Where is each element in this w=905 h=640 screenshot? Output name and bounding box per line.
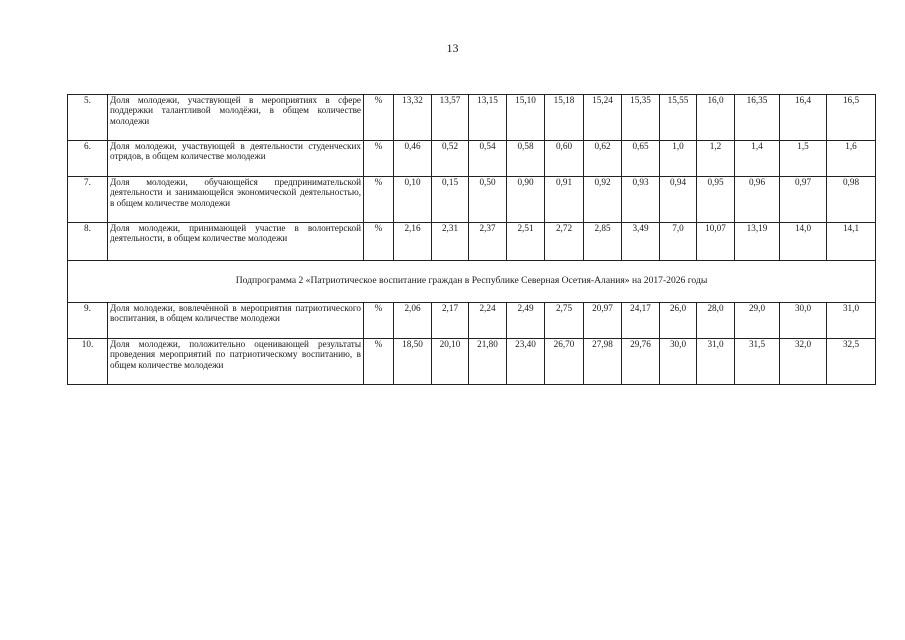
row-number: 9. [68,303,108,339]
value-cell: 13,32 [394,95,432,141]
value-cell: 16,5 [827,95,876,141]
value-cell: 29,0 [735,303,780,339]
value-cell: 31,0 [697,339,735,385]
value-cell: 0,94 [660,177,697,223]
unit-cell: % [364,141,394,177]
table-row [68,303,876,339]
unit-cell: % [364,177,394,223]
indicator-name: Доля молодежи, участвующей в деятельности студенческих отрядов, в общем количестве молодежи [108,141,364,177]
row-number: 5. [68,95,108,141]
indicator-name: Доля молодежи, участвующей в мероприятиях в сфере поддержки талантливой молодёжи, в общем количестве молодежи [108,95,364,141]
value-cell: 1,6 [827,141,876,177]
value-cell: 29,76 [622,339,660,385]
value-cell: 15,35 [622,95,660,141]
subprogram-title: Подпрограмма 2 «Патриотическое воспитание граждан в Республике Северная Осетия-Алания» на 2017-2026 годы [68,261,876,303]
value-cell: 0,54 [469,141,507,177]
value-cell: 18,50 [394,339,432,385]
indicator-name: Доля молодежи, положительно оценивающей результаты проведения мероприятий по патриотическому воспитанию, в общем количестве молодежи [108,339,364,385]
value-cell: 30,0 [780,303,827,339]
value-cell: 2,16 [394,223,432,261]
value-cell: 0,10 [394,177,432,223]
value-cell: 13,19 [735,223,780,261]
value-cell: 15,10 [507,95,545,141]
value-cell: 3,49 [622,223,660,261]
value-cell: 30,0 [660,339,697,385]
unit-cell: % [364,223,394,261]
value-cell: 0,92 [584,177,622,223]
value-cell: 2,49 [507,303,545,339]
table-row [68,141,876,177]
value-cell: 0,93 [622,177,660,223]
value-cell: 2,51 [507,223,545,261]
value-cell: 0,97 [780,177,827,223]
value-cell: 24,17 [622,303,660,339]
value-cell: 7,0 [660,223,697,261]
value-cell: 16,4 [780,95,827,141]
value-cell: 13,15 [469,95,507,141]
value-cell: 32,0 [780,339,827,385]
value-cell: 27,98 [584,339,622,385]
value-cell: 2,24 [469,303,507,339]
value-cell: 0,60 [545,141,584,177]
value-cell: 15,18 [545,95,584,141]
value-cell: 20,10 [432,339,469,385]
value-cell: 2,31 [432,223,469,261]
value-cell: 14,0 [780,223,827,261]
value-cell: 0,96 [735,177,780,223]
value-cell: 13,57 [432,95,469,141]
indicators-table [67,94,876,385]
value-cell: 26,0 [660,303,697,339]
value-cell: 2,72 [545,223,584,261]
value-cell: 1,2 [697,141,735,177]
value-cell: 0,98 [827,177,876,223]
table-row [68,177,876,223]
page-number: 13 [446,41,459,55]
value-cell: 0,52 [432,141,469,177]
value-cell: 32,5 [827,339,876,385]
row-number: 7. [68,177,108,223]
value-cell: 0,65 [622,141,660,177]
value-cell: 0,46 [394,141,432,177]
value-cell: 0,91 [545,177,584,223]
value-cell: 2,37 [469,223,507,261]
row-number: 10. [68,339,108,385]
value-cell: 15,55 [660,95,697,141]
unit-cell: % [364,339,394,385]
unit-cell: % [364,303,394,339]
indicator-name: Доля молодежи, вовлечённой в мероприятия патриотического воспитания, в общем количестве молодежи [108,303,364,339]
value-cell: 31,0 [827,303,876,339]
value-cell: 0,90 [507,177,545,223]
value-cell: 0,15 [432,177,469,223]
value-cell: 14,1 [827,223,876,261]
value-cell: 20,97 [584,303,622,339]
value-cell: 1,0 [660,141,697,177]
value-cell: 28,0 [697,303,735,339]
indicator-name: Доля молодежи, принимающей участие в волонтерской деятельности, в общем количестве молодежи [108,223,364,261]
value-cell: 2,75 [545,303,584,339]
value-cell: 26,70 [545,339,584,385]
value-cell: 0,58 [507,141,545,177]
value-cell: 0,62 [584,141,622,177]
row-number: 6. [68,141,108,177]
value-cell: 1,4 [735,141,780,177]
value-cell: 2,17 [432,303,469,339]
value-cell: 21,80 [469,339,507,385]
value-cell: 16,35 [735,95,780,141]
value-cell: 10,07 [697,223,735,261]
value-cell: 16,0 [697,95,735,141]
value-cell: 0,95 [697,177,735,223]
value-cell: 2,85 [584,223,622,261]
row-number: 8. [68,223,108,261]
value-cell: 1,5 [780,141,827,177]
value-cell: 2,06 [394,303,432,339]
table-row [68,223,876,261]
table-row [68,339,876,385]
value-cell: 31,5 [735,339,780,385]
value-cell: 0,50 [469,177,507,223]
value-cell: 15,24 [584,95,622,141]
table-row [68,95,876,141]
value-cell: 23,40 [507,339,545,385]
unit-cell: % [364,95,394,141]
indicator-name: Доля молодежи, обучающейся предпринимательской деятельности и занимающейся экономической деятельностью, в общем количестве молодежи [108,177,364,223]
subprogram-row [68,261,876,303]
